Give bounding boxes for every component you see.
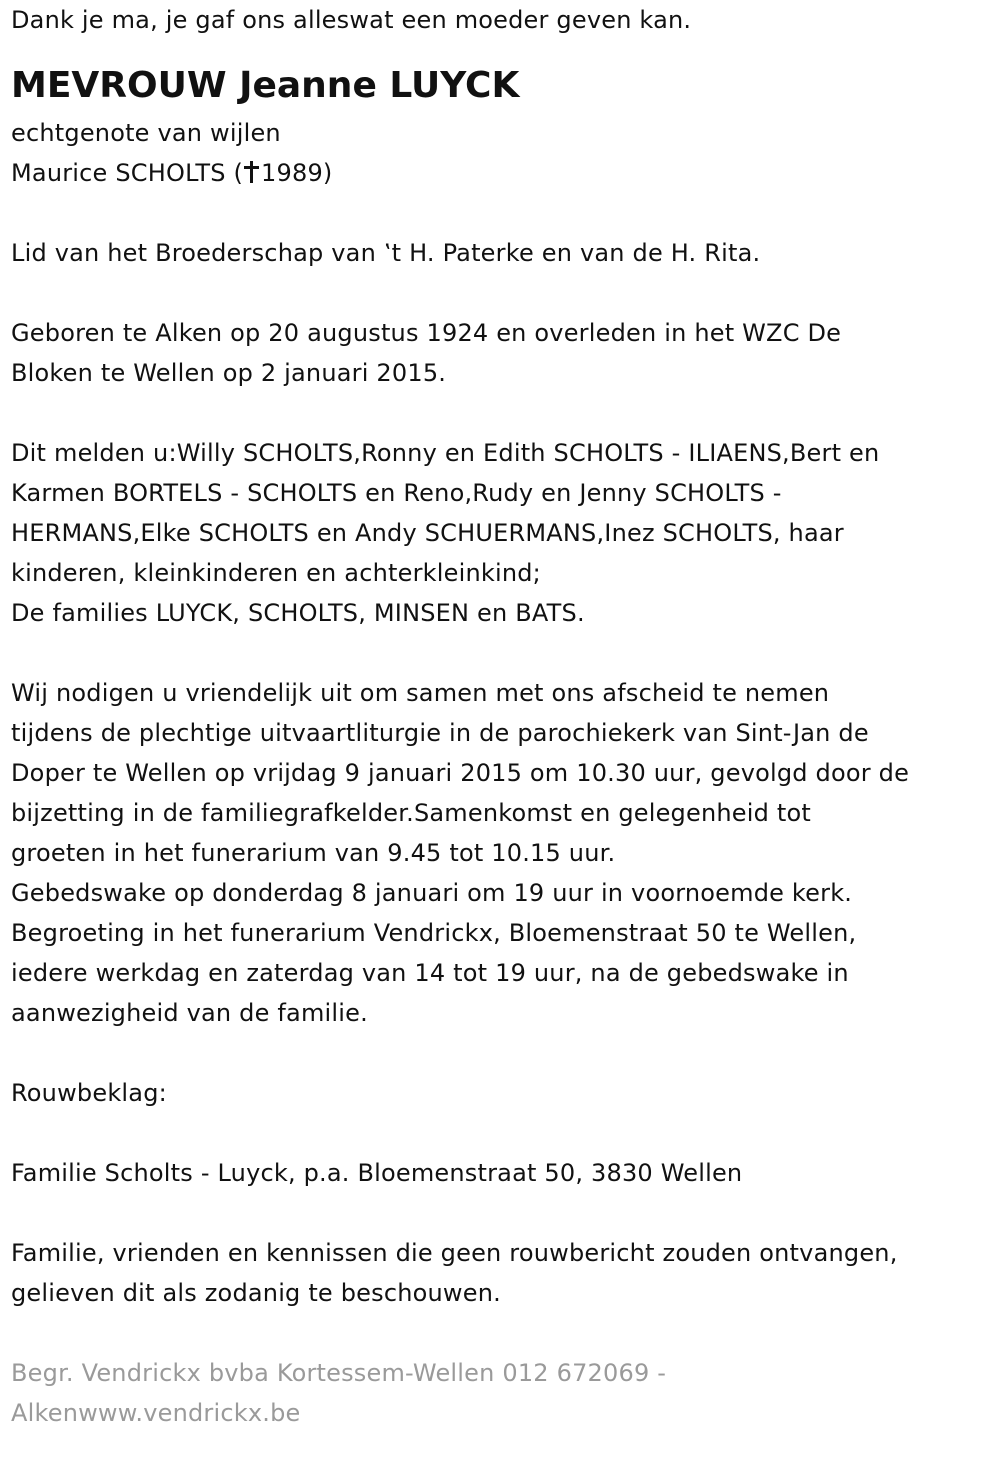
intro-text: Dank je ma, je gaf ons alleswat een moeder geven kan.	[11, 6, 692, 34]
paragraph-line: Doper te Wellen op vrijdag 9 januari 2015 om 10.30 uur, gevolgd door de	[11, 759, 910, 787]
paragraph-line: gelieven dit als zodanig te beschouwen.	[11, 1279, 501, 1307]
paragraph-line: Familie, vrienden en kennissen die geen rouwbericht zouden ontvangen,	[11, 1239, 898, 1267]
paragraph-line: Wij nodigen u vriendelijk uit om samen met ons afscheid te nemen	[11, 679, 830, 707]
paragraph-line: HERMANS,Elke SCHOLTS en Andy SCHUERMANS,Inez SCHOLTS, haar	[11, 519, 844, 547]
paragraph-line: Karmen BORTELS - SCHOLTS en Reno,Rudy en Jenny SCHOLTS -	[11, 479, 782, 507]
paragraph-line: Dit melden u:Willy SCHOLTS,Ronny en Edith SCHOLTS - ILIAENS,Bert en	[11, 439, 880, 467]
paragraph-line: Geboren te Alken op 20 augustus 1924 en overleden in het WZC De	[11, 319, 842, 347]
membership-text: Lid van het Broederschap van ‛t H. Paterke en van de H. Rita.	[11, 239, 761, 267]
paragraph-line: bijzetting in de familiegrafkelder.Samenkomst en gelegenheid tot	[11, 799, 811, 827]
notice-paragraph	[11, 1233, 991, 1313]
footer-line: Alkenwww.vendrickx.be	[11, 1399, 301, 1427]
paragraph-line: Gebedswake op donderdag 8 januari om 19 uur in voornoemde kerk.	[11, 879, 853, 907]
footer-line: Begr. Vendrickx bvba Kortessem-Wellen 012 672069 -	[11, 1359, 667, 1387]
paragraph-line: kinderen, kleinkinderen en achterkleinkind;	[11, 559, 541, 587]
paragraph-line: iedere werkdag en zaterdag van 14 tot 19 uur, na de gebedswake in	[11, 959, 849, 987]
spouse-name-line	[11, 153, 991, 193]
spouse-line: echtgenote van wijlen	[11, 119, 281, 147]
deceased-name: MEVROUW Jeanne LUYCK	[11, 65, 520, 106]
condolences-label: Rouwbeklag:	[11, 1079, 167, 1107]
obituary-document	[11, 0, 991, 1433]
cross-icon	[244, 161, 258, 183]
birth-death-paragraph	[11, 313, 991, 393]
paragraph-line: De families LUYCK, SCHOLTS, MINSEN en BATS.	[11, 599, 585, 627]
paragraph-line: aanwezigheid van de familie.	[11, 999, 368, 1027]
spouse-death-year: 1989)	[261, 159, 333, 187]
paragraph-line: tijdens de plechtige uitvaartliturgie in de parochiekerk van Sint-Jan de	[11, 719, 869, 747]
invitation-paragraph	[11, 673, 991, 1033]
paragraph-line: Begroeting in het funerarium Vendrickx, Bloemenstraat 50 te Wellen,	[11, 919, 857, 947]
spouse-name: Maurice SCHOLTS (	[11, 159, 244, 187]
funeral-home-footer	[11, 1353, 991, 1433]
paragraph-line: groeten in het funerarium van 9.45 tot 10.15 uur.	[11, 839, 616, 867]
condolences-address: Familie Scholts - Luyck, p.a. Bloemenstraat 50, 3830 Wellen	[11, 1159, 743, 1187]
announcers-paragraph	[11, 433, 991, 633]
paragraph-line: Bloken te Wellen op 2 januari 2015.	[11, 359, 447, 387]
